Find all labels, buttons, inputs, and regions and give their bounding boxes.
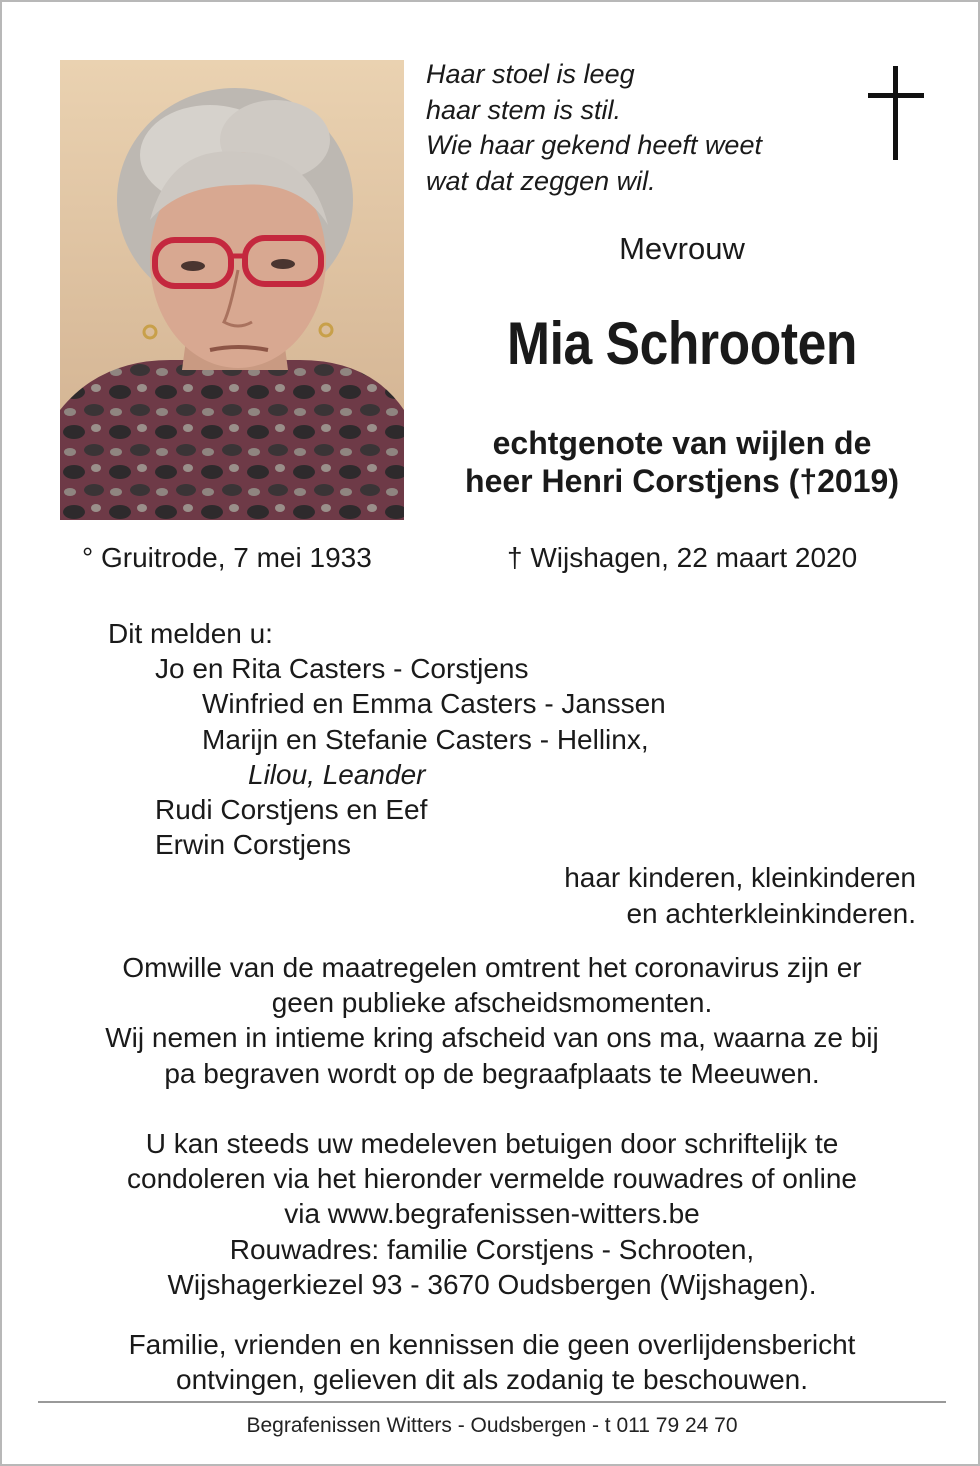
family-line: Lilou, Leander xyxy=(248,758,426,790)
deceased-name: Mia Schrooten xyxy=(507,310,857,377)
condolence-line: Rouwadres: familie Corstjens - Schrooten, xyxy=(229,1233,755,1265)
footer-divider xyxy=(38,1401,946,1403)
family-line: Jo en Rita Casters - Corstjens xyxy=(155,653,529,685)
poem-line: Wie haar gekend heeft weet xyxy=(426,130,762,160)
portrait-illustration xyxy=(60,60,404,520)
family-intro: Dit melden u: xyxy=(108,618,273,649)
family-line: Winfried en Emma Casters - Janssen xyxy=(202,688,666,720)
notice-line: pa begraven wordt op de begraafplaats te Meeuwen. xyxy=(164,1057,820,1089)
condolence-line: condoleren via het hieronder vermelde rouwadres of online xyxy=(127,1163,857,1195)
death-info: † Wijshagen, 22 maart 2020 xyxy=(507,542,858,573)
spouse-info xyxy=(422,424,942,500)
closing-line: ontvingen, gelieven dit als zodanig te beschouwen. xyxy=(176,1364,808,1396)
notice-line: Wij nemen in intieme kring afscheid van ons ma, waarna ze bij xyxy=(105,1022,879,1054)
closing-paragraph xyxy=(2,1327,980,1397)
relation-line: en achterkleinkinderen. xyxy=(626,897,916,929)
poem-line: Haar stoel is leeg xyxy=(426,59,635,89)
spouse-line: heer Henri Corstjens (†2019) xyxy=(465,463,899,499)
poem-line: haar stem is stil. xyxy=(426,94,622,125)
portrait-photo xyxy=(60,60,404,520)
closing-line: Familie, vrienden en kennissen die geen overlijdensbericht xyxy=(128,1329,856,1360)
condolence-line: via www.begrafenissen-witters.be xyxy=(284,1198,700,1230)
family-list xyxy=(2,616,980,862)
family-line: Erwin Corstjens xyxy=(155,829,352,861)
poem-line: wat dat zeggen wil. xyxy=(426,165,656,196)
notice-line: geen publieke afscheidsmomenten. xyxy=(271,987,713,1019)
spouse-line: echtgenote van wijlen de xyxy=(492,425,872,461)
condolence-paragraph xyxy=(2,1126,980,1302)
notice-paragraph xyxy=(2,950,980,1091)
cross-icon xyxy=(868,66,924,167)
relation-line: haar kinderen, kleinkinderen xyxy=(564,862,916,893)
condolence-line: U kan steeds uw medeleven betuigen door schriftelijk te xyxy=(145,1128,839,1159)
condolence-line: Wijshagerkiezel 93 - 3670 Oudsbergen (Wijshagen). xyxy=(167,1268,817,1300)
poem xyxy=(426,57,762,199)
family-line: Rudi Corstjens en Eef xyxy=(155,793,428,825)
birth-info: ° Gruitrode, 7 mei 1933 xyxy=(82,542,372,573)
footer-funeral-home: Begrafenissen Witters - Oudsbergen - t 011 79 24 70 xyxy=(246,1414,738,1437)
notice-line: Omwille van de maatregelen omtrent het coronavirus zijn er xyxy=(122,952,862,983)
family-relation xyxy=(564,860,916,931)
family-line: Marijn en Stefanie Casters - Hellinx, xyxy=(202,723,649,755)
title-prefix: Mevrouw xyxy=(619,231,745,266)
